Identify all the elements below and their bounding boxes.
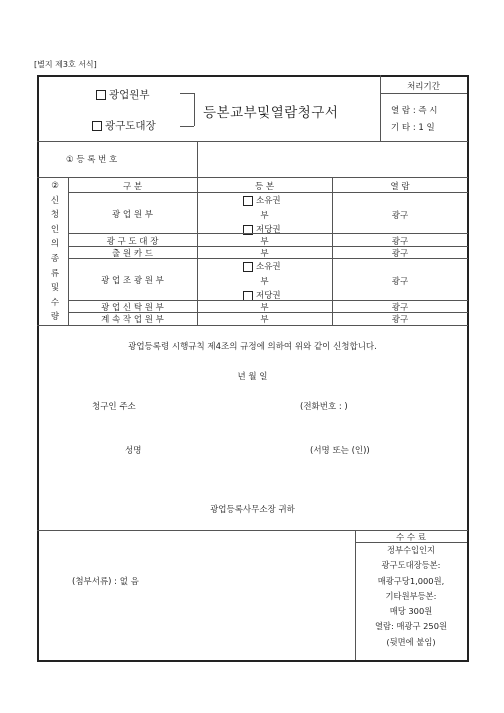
row-continued-work-copies: 부 [260, 315, 269, 325]
mortgage-label: 저당권 [256, 225, 281, 235]
row-mining-lease-ownership[interactable] [243, 260, 281, 272]
applicant-phone-label: (전화번호 : ) [300, 402, 348, 412]
applicant-address-label: 청구인 주소 [92, 402, 136, 412]
row-mining-register-copies: 부 [260, 211, 269, 221]
row-mining-trust-copies: 부 [260, 303, 269, 313]
col-header-category: 구 분 [122, 182, 143, 192]
row-mining-trust-name: 광 업 신 탁 원 부 [101, 303, 164, 313]
row-application-card-view: 광구 [391, 249, 409, 259]
row-mining-lease-name: 광 업 조 광 원 부 [101, 276, 164, 286]
col-header-view: 열 람 [390, 182, 410, 192]
application-statement: 광업등록령 시행규칙 제4조의 규정에 의하여 위와 같이 신청합니다. [128, 342, 377, 352]
outer-bottom-border [37, 660, 469, 662]
row-mining-register-view: 광구 [391, 211, 409, 221]
bracket-bottom [180, 126, 194, 127]
row-mining-trust-view: 광구 [391, 303, 409, 313]
col-header-copy: 등 본 [254, 182, 275, 192]
row-mining-register-ownership[interactable] [243, 194, 281, 206]
fee-line: 매광구당1,000원, [377, 575, 445, 586]
mortgage-label: 저당권 [256, 291, 281, 301]
processing-view: 열 람 : 즉 시 [391, 106, 438, 116]
ownership-label: 소유권 [256, 262, 281, 272]
fee-details [355, 543, 467, 650]
option-mine-map[interactable] [92, 118, 156, 133]
option-mining-register-label: 광업원부 [109, 89, 150, 101]
fee-line: 광구도대장등본: [381, 560, 441, 571]
addressee: 광업등록사무소장 귀하 [210, 505, 295, 515]
registration-number-label: ① 등 록 번 호 [66, 155, 118, 165]
fee-line: 열람: 매광구 250원 [375, 621, 447, 632]
fee-line: 기타원부등본: [385, 590, 437, 601]
row-application-card-name: 출 원 카 드 [112, 249, 153, 259]
checkbox-icon[interactable] [243, 262, 253, 272]
processing-header-line [380, 93, 467, 94]
applicant-name-label: 성명 [125, 446, 142, 456]
row-mining-lease-copies: 부 [260, 277, 269, 287]
row-mining-register-name: 광 업 원 부 [112, 210, 153, 220]
fee-line: 정부수입인지 [386, 545, 436, 555]
ownership-label: 소유권 [256, 196, 281, 206]
table-bottom-line [37, 325, 468, 326]
row-continued-work-name: 계 속 작 업 원 부 [101, 315, 164, 325]
fee-line: 매당 300원 [389, 606, 433, 617]
processing-other: 기 타 : 1 일 [391, 123, 435, 133]
reg-divider [197, 141, 198, 177]
option-mine-map-label: 광구도대장 [105, 120, 156, 132]
checkbox-icon[interactable] [243, 291, 253, 301]
bracket-top [180, 93, 194, 94]
row-continued-work-view: 광구 [391, 315, 409, 325]
header-bottom-line [37, 141, 468, 142]
reg-bottom-line [37, 177, 468, 178]
row-mine-map-view: 광구 [391, 237, 409, 247]
row-mining-lease-view: 광구 [391, 277, 409, 287]
bracket-vertical [194, 93, 195, 126]
checkbox-icon[interactable] [92, 121, 102, 131]
signature-label: (서명 또는 (인)) [310, 446, 370, 456]
form-number-label: [별지 제3호 서식] [34, 60, 97, 69]
row-mine-map-copies: 부 [260, 237, 269, 247]
processing-label: 처리기간 [407, 82, 440, 92]
outer-top-border [37, 75, 469, 77]
application-date: 년 월 일 [237, 372, 268, 382]
outer-left-border [37, 75, 39, 662]
row-mine-map-name: 광 구 도 대 장 [106, 237, 159, 247]
checkbox-icon[interactable] [96, 90, 106, 100]
fee-title: 수 수 료 [395, 533, 427, 543]
row-application-card-copies: 부 [260, 249, 269, 259]
fee-line: (뒷면에 붙임) [386, 636, 436, 647]
checkbox-icon[interactable] [243, 196, 253, 206]
option-mining-register[interactable] [96, 87, 150, 102]
row-line-3 [68, 258, 468, 259]
form-title: 등본교부및열람청구서 [203, 105, 339, 121]
applicant-type-label: ②신청인의종류및수량 [50, 181, 60, 323]
attachments-label: (첨부서류) : 없 음 [72, 577, 139, 587]
outer-right-border [467, 75, 469, 662]
row-line-1 [68, 233, 468, 234]
table-header-line [68, 192, 468, 193]
